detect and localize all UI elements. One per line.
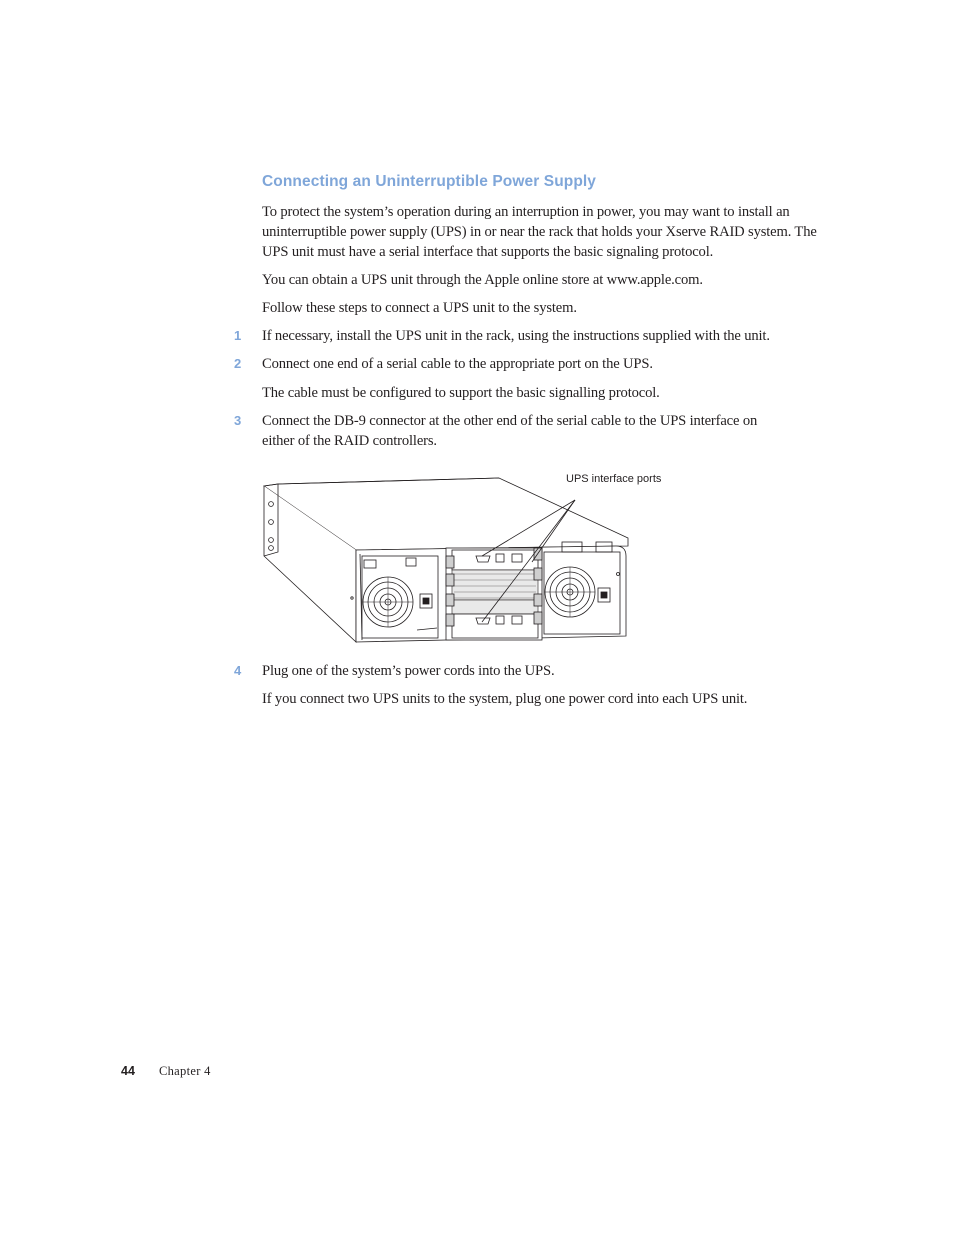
chapter-label: Chapter 4 — [159, 1064, 211, 1078]
intro-paragraph: To protect the system’s operation during an interruption in power, you may want to install an uninterruptible power supply (UPS) in or near the rack that holds your Xserve RAID system. The UPS unit must have a serial interface that supports the basic signaling protocol. — [262, 204, 817, 260]
step-4-text: Plug one of the system’s power cords into the UPS. — [262, 663, 555, 679]
step-3-text: Connect the DB-9 connector at the other end of the serial cable to the UPS interface on either of the RAID controllers. — [262, 413, 758, 449]
step-2-number: 2 — [234, 356, 242, 371]
step-4-number: 4 — [234, 663, 242, 678]
xserve-raid-rear-illustration — [262, 470, 672, 650]
step-2-note: The cable must be configured to support the basic signalling protocol. — [262, 385, 660, 401]
step-2-text: Connect one end of a serial cable to the appropriate port on the UPS. — [262, 356, 653, 372]
step-3-number: 3 — [234, 413, 242, 428]
page-number: 44 — [121, 1064, 135, 1078]
ups-interface-ports-callout: UPS interface ports — [566, 473, 662, 485]
follow-paragraph: Follow these steps to connect a UPS unit to the system. — [262, 300, 577, 316]
section-heading: Connecting an Uninterruptible Power Supply — [262, 173, 597, 190]
step-4-note: If you connect two UPS units to the system, plug one power cord into each UPS unit. — [262, 691, 748, 707]
obtain-paragraph: You can obtain a UPS unit through the Apple online store at www.apple.com. — [262, 272, 703, 288]
step-1-text: If necessary, install the UPS unit in the rack, using the instructions supplied with the unit. — [262, 328, 770, 344]
step-1-number: 1 — [234, 328, 242, 343]
